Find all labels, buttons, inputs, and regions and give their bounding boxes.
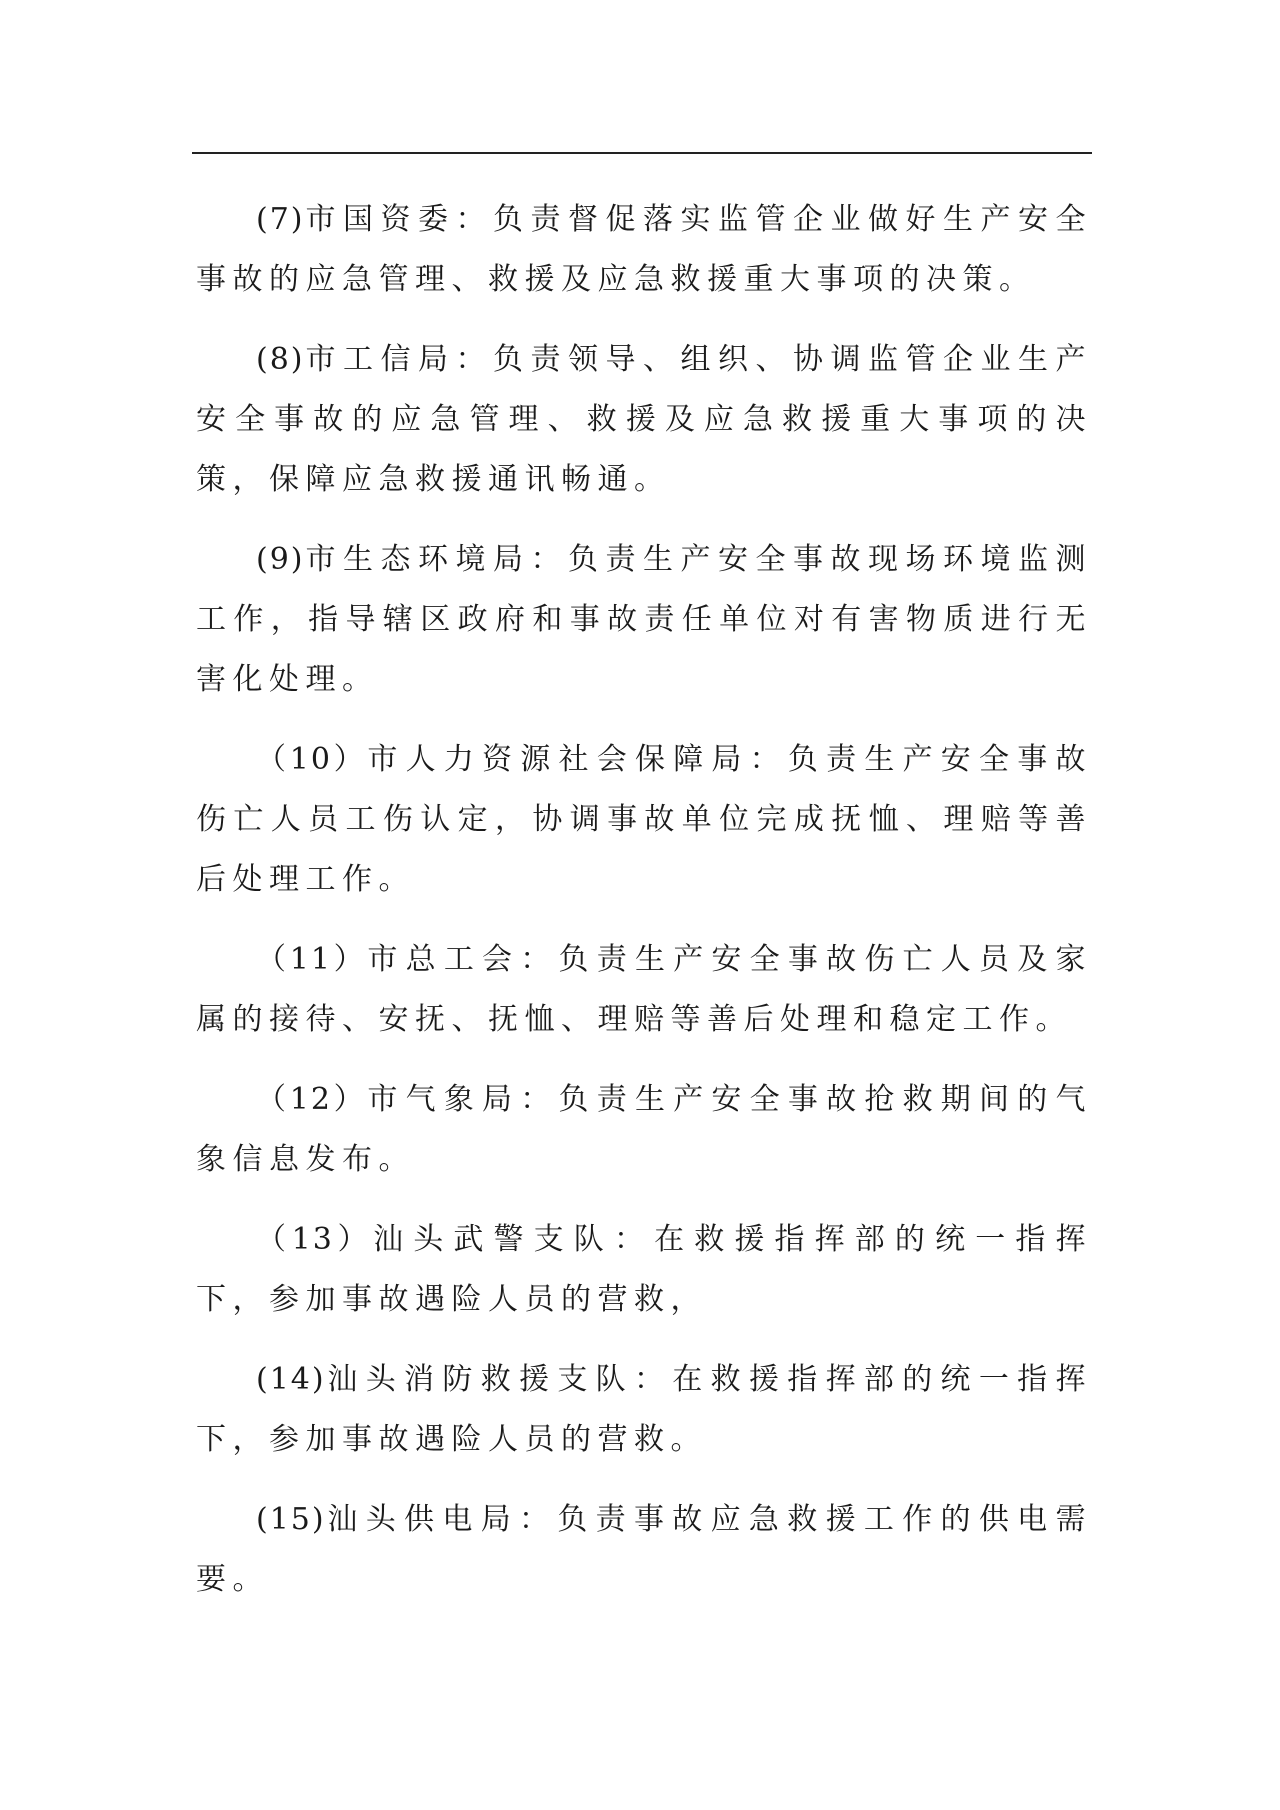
paragraph-text: 市生态环境局：负责生产安全事故现场环境监测工作，指导辖区政府和事故责任单位对有害物质进行无害化处理。 [196, 542, 1092, 697]
paragraph-text: 市人力资源社会保障局：负责生产安全事故伤亡人员工伤认定，协调事故单位完成抚恤、理赔等善后处理工作。 [196, 742, 1092, 897]
paragraph-8 [196, 330, 1092, 510]
paragraph-13 [196, 1210, 1092, 1330]
paragraph-text: 汕头武警支队：在救援指挥部的统一指挥下，参加事故遇险人员的营救， [196, 1222, 1092, 1317]
paragraph-7 [196, 190, 1092, 310]
paragraph-index: （12） [256, 1082, 368, 1117]
paragraph-10 [196, 730, 1092, 910]
paragraph-11 [196, 930, 1092, 1050]
paragraph-index: （11） [256, 942, 368, 977]
paragraph-index: （10） [256, 742, 368, 777]
paragraph-index: (15) [256, 1502, 326, 1537]
paragraph-index: (9) [256, 542, 305, 577]
paragraph-text: 市总工会：负责生产安全事故伤亡人员及家属的接待、安抚、抚恤、理赔等善后处理和稳定工作。 [196, 942, 1092, 1037]
paragraph-index: (8) [256, 342, 305, 377]
paragraph-text: 汕头消防救援支队：在救援指挥部的统一指挥下，参加事故遇险人员的营救。 [196, 1362, 1092, 1457]
paragraph-15 [196, 1490, 1092, 1610]
document-body [196, 190, 1092, 1630]
paragraph-index: （13） [256, 1222, 374, 1257]
paragraph-14 [196, 1350, 1092, 1470]
paragraph-index: (7) [256, 202, 305, 237]
paragraph-text: 市气象局：负责生产安全事故抢救期间的气象信息发布。 [196, 1082, 1092, 1177]
paragraph-12 [196, 1070, 1092, 1190]
header-rule [192, 152, 1092, 154]
paragraph-text: 汕头供电局：负责事故应急救援工作的供电需要。 [196, 1502, 1092, 1597]
paragraph-text: 市工信局：负责领导、组织、协调监管企业生产安全事故的应急管理、救援及应急救援重大事项的决策，保障应急救援通讯畅通。 [196, 342, 1092, 497]
paragraph-9 [196, 530, 1092, 710]
paragraph-index: (14) [256, 1362, 326, 1397]
paragraph-text: 市国资委：负责督促落实监管企业做好生产安全事故的应急管理、救援及应急救援重大事项的决策。 [196, 202, 1092, 297]
